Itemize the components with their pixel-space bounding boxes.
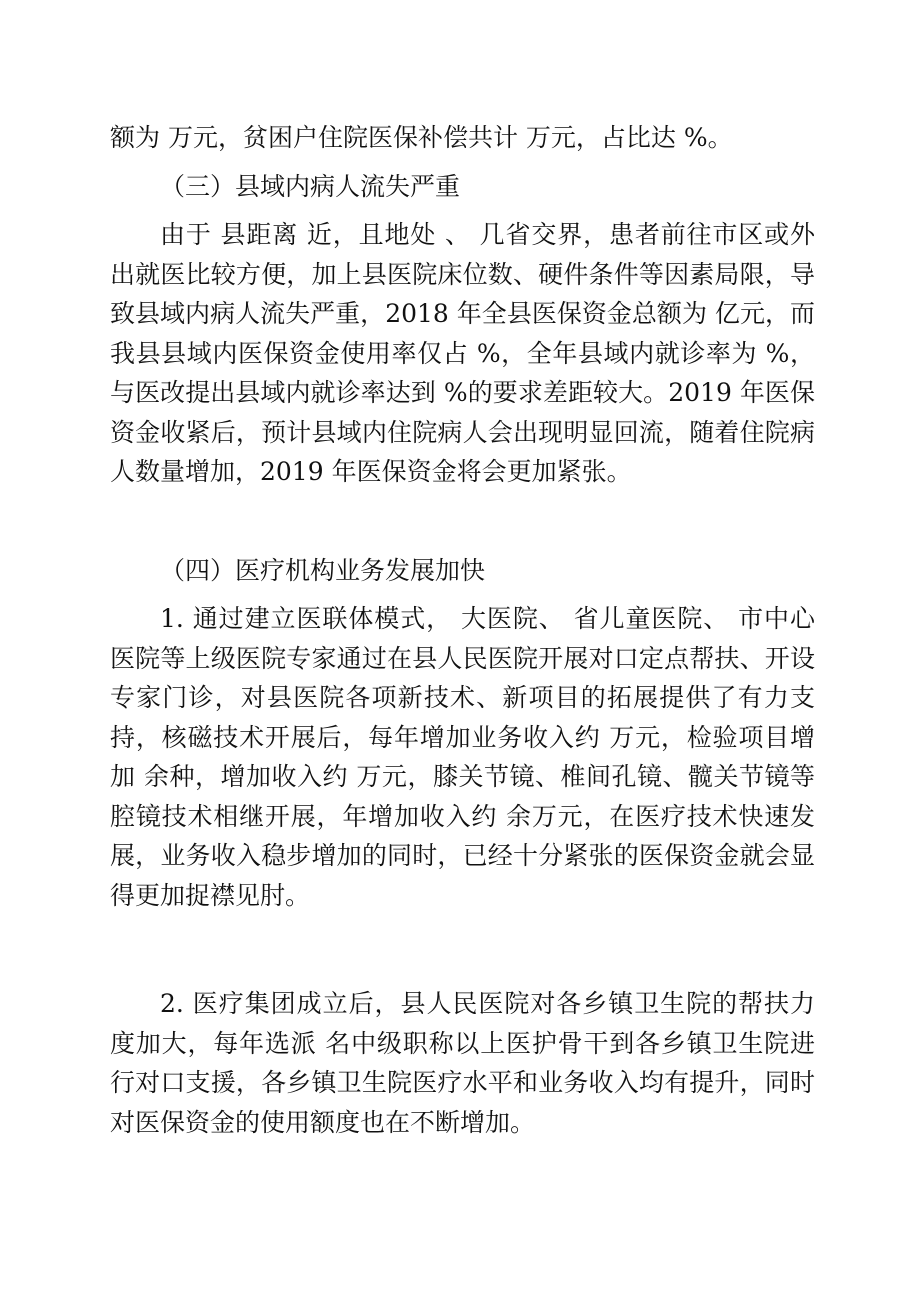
paragraph-medical-alliance: 1. 通过建立医联体模式， 大医院、 省儿童医院、 市中心医院等上级医院专家通过在县人民医院开展对口定点帮扶、开设专家门诊，对县医院各项新技术、新项目的拓展提供了有力支持，核磁技术开展后，每年增加业务收入约 万元，检验项目增加 余种，增加收入约 万元，膝关节镜、椎间孔镜、髋关节镜等腔镜技术相继开展，年增加收入约 余万元，在医疗技术快速发展，业务收入稳步增加的同时，已经十分紧张的医保资金就会显得更加捉襟见肘。: [110, 604, 815, 910]
paragraph-poverty-compensation: 额为 万元，贫困户住院医保补偿共计 万元，占比达 %。: [110, 123, 733, 152]
paragraph-medical-group: 2. 医疗集团成立后，县人民医院对各乡镇卫生院的帮扶力度加大，每年选派 名中级职称以上医护骨干到各乡镇卫生院进行对口支援，各乡镇卫生院医疗水平和业务收入均有提升，同时对医保资金的使用额度也在不断增加。: [110, 989, 815, 1137]
section-heading-4: （四）医疗机构业务发展加快: [160, 556, 486, 585]
section-heading-3: （三）县域内病人流失严重: [160, 172, 461, 201]
paragraph-patient-outflow: 由于 县距离 近，且地处 、 几省交界，患者前往市区或外出就医比较方便，加上县医院床位数、硬件条件等因素局限，导致县域内病人流失严重，2018 年全县医保资金总额为 亿元，而我县县域内医保资金使用率仅占 %，全年县域内就诊率为 %，与医改提出县域内就诊率达到 %的要求差距较大。2019 年医保资金收紧后，预计县域内住院病人会出现明显回流，随着住院病人数量增加，2019 年医保资金将会更加紧张。: [110, 220, 815, 486]
